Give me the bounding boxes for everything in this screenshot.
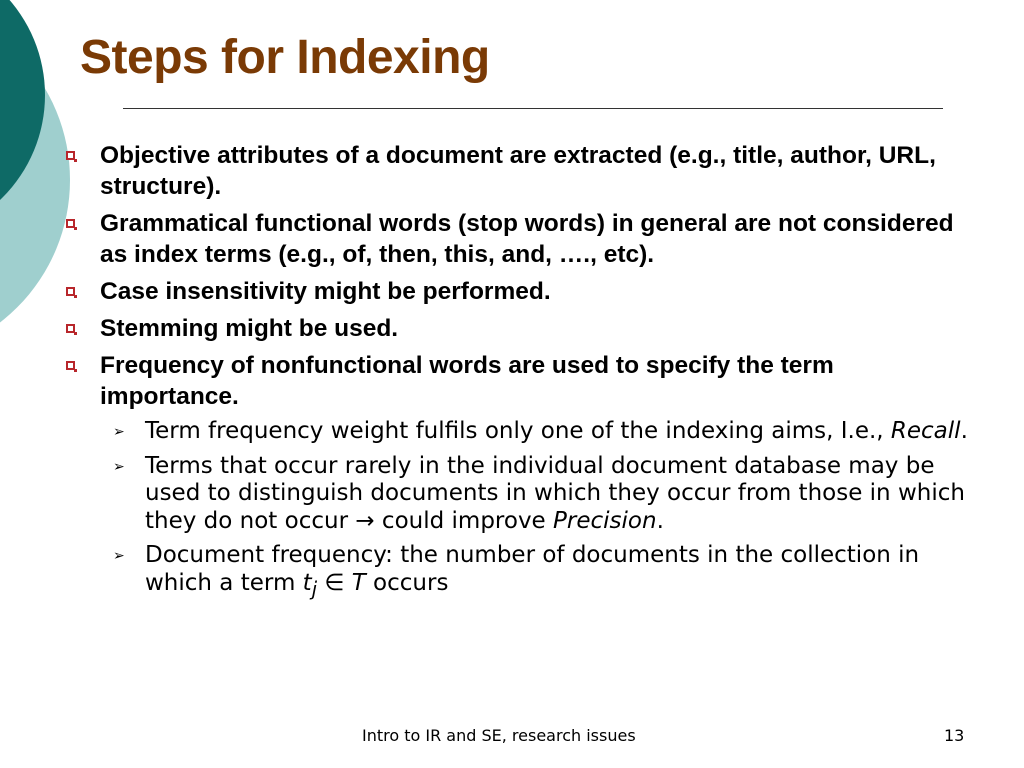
sub-bullet-text: Document frequency: the number of documents in the collection in which a term $t_j$ ∈ T occurs [145, 542, 920, 601]
page-title: Steps for Indexing [80, 31, 490, 84]
chevron-right-icon: ➢ [113, 424, 125, 440]
footer-text: Intro to IR and SE, research issues [362, 726, 636, 745]
arrow-right-icon: → [355, 507, 375, 534]
bullet-text: Frequency of nonfunctional words are used to specify the term importance. [100, 352, 834, 410]
sub-list-item [113, 542, 972, 603]
list-item [62, 313, 972, 344]
chevron-right-icon: ➢ [113, 458, 125, 475]
bullet-text: Case insensitivity might be performed. [100, 278, 551, 305]
title-divider [123, 108, 943, 109]
list-item [62, 350, 972, 412]
square-bullet-icon [66, 219, 75, 228]
sub-list-item [113, 452, 972, 536]
sub-list-item [113, 418, 972, 446]
sub-bullet-text: Term frequency weight fulfils only one of the indexing aims, I.e., Recall. [145, 418, 968, 444]
slide-content [62, 140, 972, 610]
list-item [62, 208, 972, 270]
chevron-right-icon: ➢ [113, 548, 125, 564]
sub-bullet-text: Terms that occur rarely in the individual document database may be used to distinguish documents in which they occur from those in which they do not occur → could improve Precision. [145, 452, 965, 534]
list-item [62, 276, 972, 307]
bullet-text: Stemming might be used. [100, 315, 399, 342]
bullet-text: Objective attributes of a document are extracted (e.g., title, author, URL, structure). [100, 142, 936, 200]
page-number: 13 [944, 726, 965, 745]
square-bullet-icon [66, 151, 75, 160]
square-bullet-icon [66, 324, 75, 333]
square-bullet-icon [66, 361, 75, 370]
bullet-text: Grammatical functional words (stop words) in general are not considered as index terms (e.g., of, then, this, and, …., etc). [100, 210, 954, 268]
square-bullet-icon [66, 287, 75, 296]
list-item [62, 140, 972, 202]
